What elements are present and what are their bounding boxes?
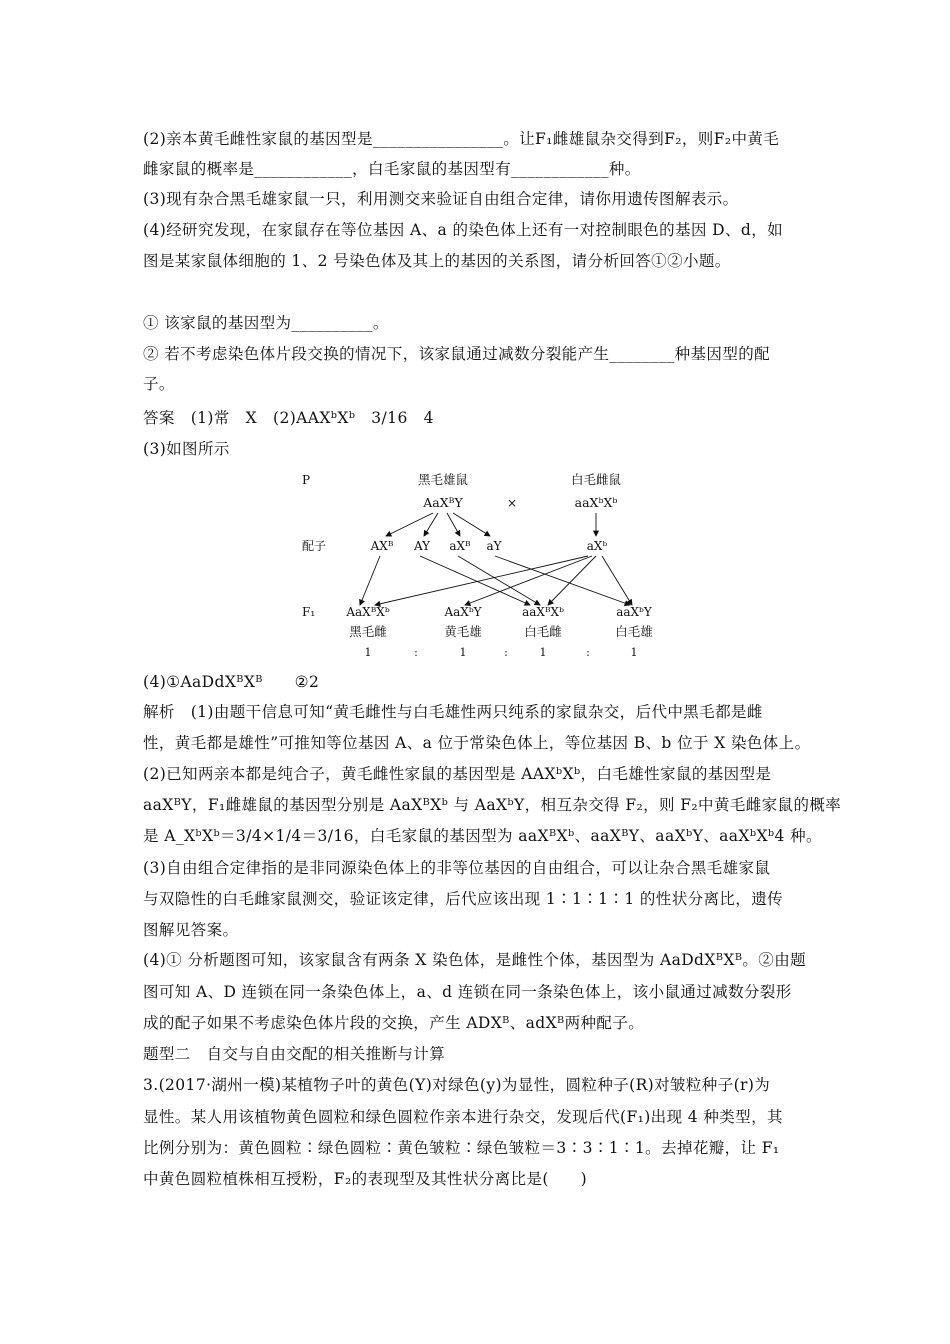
male-gamete: aXᴮ [449, 539, 471, 553]
text-line: (2)亲本黄毛雌性家鼠的基因型是________________。让F₁雌雄鼠杂交得到F₂，则F₂中黄毛 [143, 130, 780, 148]
offspring-genotype: aaXᵇY [616, 605, 652, 619]
text-line: (4)①AaDdXᴮXᴮ ②2 [143, 673, 320, 691]
p-label: P [302, 473, 311, 487]
text-line: 性，黄毛都是雄性”可推知等位基因 A、a 位于常染色体上，等位基因 B、b 位于 X 染色体上。 [143, 734, 811, 752]
offspring-ratio: 1 [539, 646, 547, 659]
male-parent-name: 黑毛雄鼠 [417, 472, 469, 487]
gamete-arrows [386, 513, 596, 536]
text-line: 成的配子如果不考虑染色体片段的交换，产生 ADXᴮ、adXᴮ两种配子。 [143, 1014, 645, 1032]
male-gamete: AY [413, 539, 431, 553]
text-line: 图解见答案。 [143, 921, 239, 939]
male-gamete: AXᴮ [370, 539, 394, 553]
offspring-phenotype: 白毛雌 [524, 624, 562, 639]
analysis-line: 解析 (1)由题干信息可知“黄毛雌性与白毛雄性两只纯系的家鼠杂交，后代中黑毛都是雌 [143, 703, 763, 721]
text-line: (2)已知两亲本都是纯合子，黄毛雌性家鼠的基因型是 AAXᵇXᵇ，白毛雄性家鼠的基因型是 [143, 765, 772, 783]
text-line: aaXᴮY，F₁雌雄鼠的基因型分别是 AaXᴮXᵇ 与 AaXᵇY，相互杂交得 F₂，则 F₂中黄毛雌家鼠的概率 [143, 796, 842, 814]
answer-line: 答案 (1)常 X (2)AAXᵇXᵇ 3/16 4 [143, 409, 434, 427]
text-line: ② 若不考虑染色体片段交换的情况下，该家鼠通过减数分裂能产生________种基因型的配 [143, 345, 771, 363]
text-line: 是 A_XᵇXᵇ＝3/4×1/4＝3/16，白毛家鼠的基因型为 aaXᴮXᵇ、aaXᴮY、aaXᵇY、aaXᵇXᵇ4 种。 [143, 827, 822, 845]
text-line: (4)① 分析题图可知，该家鼠含有两条 X 染色体，是雌性个体，基因型为 AaDdXᴮXᴮ。②由题 [143, 951, 807, 969]
text-line: 中黄色圆粒植株相互授粉，F₂的表现型及其性状分离比是( ) [143, 1170, 588, 1188]
offspring-ratio: 1 [630, 646, 638, 659]
gamete-label: 配子 [302, 539, 327, 553]
ratio-separator: : [504, 646, 508, 659]
offspring-phenotype: 白毛雄 [615, 624, 653, 639]
text-line: 图是某家鼠体细胞的 1、2 号染色体及其上的基因的关系图，请分析回答①②小题。 [143, 252, 731, 270]
offspring-genotype: AaXᵇY [444, 605, 482, 619]
text-line: 雌家鼠的概率是____________，白毛家鼠的基因型有____________种。 [143, 160, 641, 178]
offspring-genotype: aaXᴮXᵇ [522, 605, 564, 619]
offspring-phenotype: 黄毛雄 [444, 624, 482, 639]
text-line: (3)现有杂合黑毛雄家鼠一只，利用测交来验证自由组合定律，请你用遗传图解表示。 [143, 190, 739, 208]
text-line: (3)自由组合定律指的是非同源染色体上的非等位基因的自由组合，可以让杂合黑毛雄家鼠 [143, 859, 771, 877]
text-line: 显性。某人用该植物黄色圆粒和绿色圆粒作亲本进行杂交，发现后代(F₁)出现 4 种类型，其 [143, 1108, 783, 1126]
female-parent-genotype: aaXᵇXᵇ [574, 495, 618, 510]
female-parent-name: 白毛雌鼠 [570, 472, 622, 487]
offspring-phenotype: 黑毛雌 [349, 624, 387, 639]
genetic-cross-diagram [290, 470, 690, 665]
ratio-separator: : [586, 646, 590, 659]
cross-symbol: × [506, 496, 518, 510]
text-line: 与双隐性的白毛雌家鼠测交，验证该定律，后代应该出现 1∶1∶1∶1 的性状分离比，遗传 [143, 890, 784, 908]
offspring-ratio: 1 [364, 646, 372, 659]
text-line: (4)经研究发现，在家鼠存在等位基因 A、a 的染色体上还有一对控制眼色的基因 D、d，如 [143, 221, 784, 239]
text-line: ① 该家鼠的基因型为__________。 [143, 314, 389, 332]
ratio-separator: : [414, 646, 418, 659]
text-line: 比例分别为：黄色圆粒∶绿色圆粒∶黄色皱粒∶绿色皱粒＝3∶3∶1∶1。去掉花瓣，让 F₁ [143, 1139, 780, 1157]
f1-label: F₁ [302, 605, 316, 619]
male-gamete: aY [486, 539, 502, 553]
female-gamete: aXᵇ [586, 539, 608, 553]
text-line: 子。 [143, 375, 175, 393]
section-heading: 题型二 自交与自由交配的相关推断与计算 [143, 1045, 446, 1063]
offspring-ratio: 1 [459, 646, 467, 659]
question-line: 3.(2017·湖州一模)某植物子叶的黄色(Y)对绿色(y)为显性，圆粒种子(R)对皱粒种子(r)为 [143, 1076, 771, 1094]
offspring-genotype: AaXᴮXᵇ [346, 605, 390, 619]
text-line: 图可知 A、D 连锁在同一条染色体上，a、d 连锁在同一条染色体上，该小鼠通过减数分裂形 [143, 983, 792, 1001]
male-parent-genotype: AaXᴮY [423, 495, 463, 510]
text-line: (3)如图所示 [143, 440, 230, 458]
offspring-arrows [360, 556, 632, 605]
